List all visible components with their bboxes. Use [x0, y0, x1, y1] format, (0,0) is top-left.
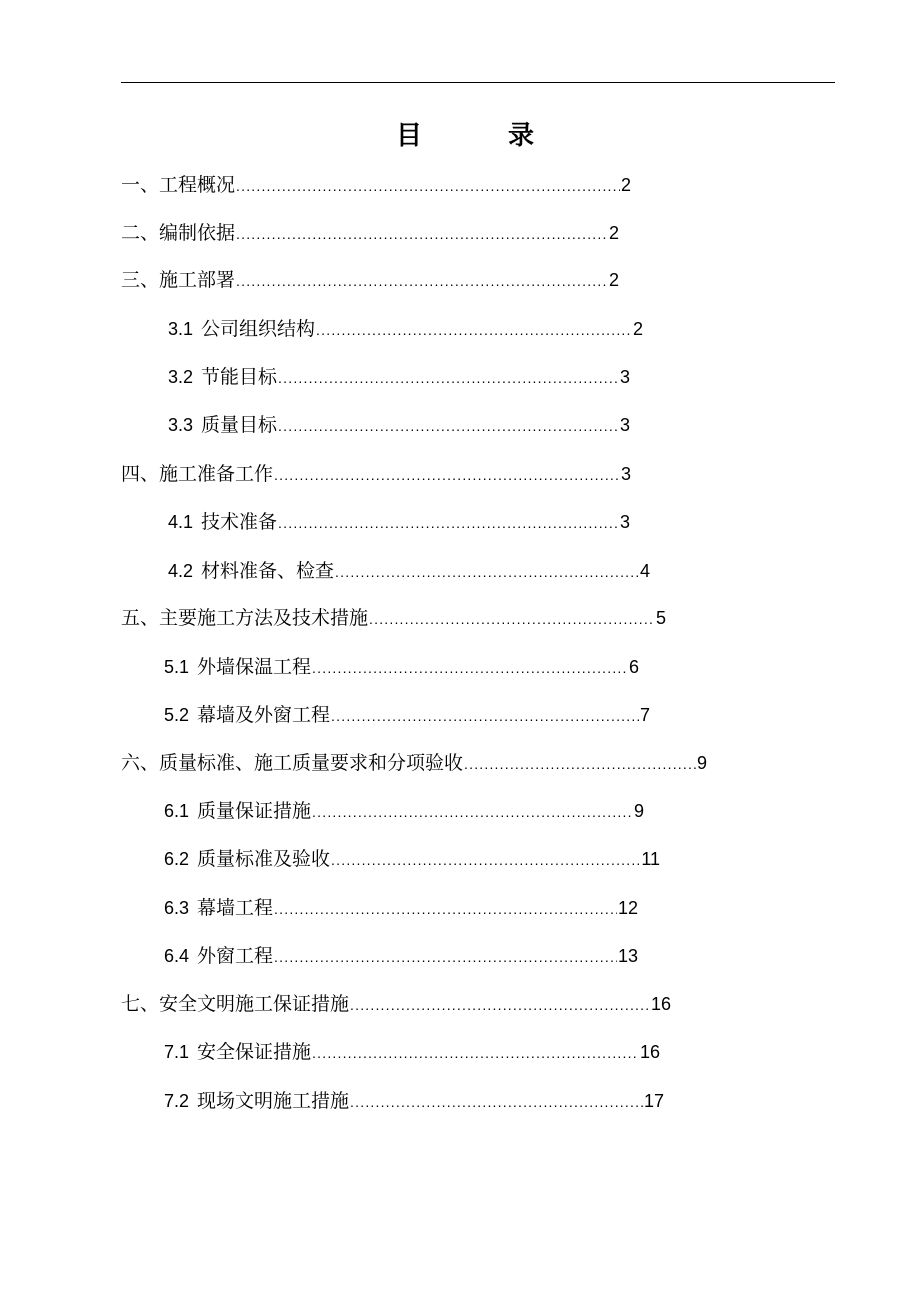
- toc-leader-dots: [335, 558, 639, 585]
- toc-leader-dots: [350, 1088, 643, 1115]
- toc-leader-dots: [369, 605, 655, 632]
- toc-entry-3-2[interactable]: [168, 363, 630, 391]
- toc-leader-dots: [274, 895, 617, 922]
- toc-page-number: 3: [619, 367, 630, 387]
- toc-page-number: 13: [617, 946, 638, 966]
- toc-leader-dots: [274, 943, 617, 970]
- toc-leader-dots: [312, 798, 633, 825]
- toc-leader-dots: [331, 702, 639, 729]
- toc-page-number: 2: [608, 223, 619, 243]
- toc-entry-label: 七、安全文明施工保证措施: [121, 993, 350, 1015]
- toc-section-number: 6.3: [164, 898, 190, 918]
- toc-page-number: 6: [628, 657, 639, 677]
- toc-entry-7[interactable]: [121, 990, 671, 1018]
- toc-entry-1[interactable]: [121, 171, 631, 199]
- toc-entry-label: 一、工程概况: [121, 174, 236, 196]
- toc-page-number: 3: [620, 464, 631, 484]
- toc-entry-label: 幕墙工程: [197, 897, 274, 919]
- toc-entry-label: 质量保证措施: [197, 800, 312, 822]
- toc-leader-dots: [316, 316, 632, 343]
- toc-section-number: 6.4: [164, 946, 190, 966]
- toc-entry-label: 三、施工部署: [121, 269, 236, 291]
- toc-leader-dots: [350, 991, 650, 1018]
- toc-entry-4-2[interactable]: [168, 557, 650, 585]
- toc-page-number: 9: [696, 753, 707, 773]
- toc-entry-7-2[interactable]: [164, 1087, 664, 1115]
- toc-page-number: 17: [643, 1091, 664, 1111]
- toc-entry-label: 技术准备: [201, 511, 278, 533]
- toc-section-number: 5.2: [164, 705, 190, 725]
- toc-section-number: 7.2: [164, 1091, 190, 1111]
- toc-leader-dots: [331, 846, 640, 873]
- toc-section-number: 3.2: [168, 367, 194, 387]
- toc-entry-label: 材料准备、检查: [201, 560, 335, 582]
- toc-entry-5-1[interactable]: [164, 653, 639, 681]
- toc-leader-dots: [278, 412, 619, 439]
- toc-entry-label: 安全保证措施: [197, 1041, 312, 1063]
- toc-entry-6-1[interactable]: [164, 797, 644, 825]
- toc-page-number: 2: [620, 175, 631, 195]
- toc-entry-label: 质量标准及验收: [197, 848, 331, 870]
- toc-page-number: 5: [655, 608, 666, 628]
- toc-section-number: 3.1: [168, 319, 194, 339]
- toc-page-number: 2: [608, 270, 619, 290]
- toc-entry-label: 五、主要施工方法及技术措施: [121, 607, 369, 629]
- toc-page-number: 11: [641, 849, 660, 869]
- toc-entry-label: 公司组织结构: [201, 318, 316, 340]
- toc-entry-label: 现场文明施工措施: [197, 1090, 350, 1112]
- toc-entry-label: 外墙保温工程: [197, 656, 312, 678]
- toc-entry-6-4[interactable]: [164, 942, 638, 970]
- toc-page-number: 16: [639, 1042, 660, 1062]
- toc-entry-3-3[interactable]: [168, 411, 630, 439]
- toc-leader-dots: [236, 172, 620, 199]
- toc-section-number: 6.1: [164, 801, 190, 821]
- toc-section-number: 3.3: [168, 415, 194, 435]
- toc-entry-3[interactable]: [121, 266, 619, 294]
- toc-leader-dots: [278, 364, 619, 391]
- toc-page-number: 7: [639, 705, 650, 725]
- toc-entry-5[interactable]: [121, 604, 666, 632]
- toc-page-number: 4: [639, 561, 650, 581]
- toc-entry-label: 二、编制依据: [121, 222, 236, 244]
- toc-leader-dots: [278, 509, 619, 536]
- toc-page-number: 2: [632, 319, 643, 339]
- toc-entry-label: 幕墙及外窗工程: [197, 704, 331, 726]
- toc-section-number: 5.1: [164, 657, 190, 677]
- toc-entry-label: 六、质量标准、施工质量要求和分项验收: [121, 752, 464, 774]
- toc-section-number: 6.2: [164, 849, 190, 869]
- toc-leader-dots: [274, 461, 620, 488]
- toc-entry-label: 四、施工准备工作: [121, 463, 274, 485]
- toc-page-number: 3: [619, 415, 630, 435]
- toc-section-number: 7.1: [164, 1042, 190, 1062]
- toc-entry-3-1[interactable]: [168, 315, 643, 343]
- toc-entry-6-3[interactable]: [164, 894, 638, 922]
- toc-page-number: 16: [650, 994, 671, 1014]
- toc-entry-2[interactable]: [121, 219, 619, 247]
- toc-leader-dots: [236, 267, 608, 294]
- toc-leader-dots: [236, 220, 608, 247]
- toc-entry-4-1[interactable]: [168, 508, 630, 536]
- toc-leader-dots: [312, 1039, 639, 1066]
- toc-entry-6-2[interactable]: [164, 845, 660, 873]
- toc-page-number: 12: [617, 898, 638, 918]
- toc-section-number: 4.2: [168, 561, 194, 581]
- toc-section-number: 4.1: [168, 512, 194, 532]
- toc-entry-6[interactable]: [121, 749, 707, 777]
- toc-entry-label: 节能目标: [201, 366, 278, 388]
- toc-page-number: 9: [633, 801, 644, 821]
- toc-entry-4[interactable]: [121, 460, 631, 488]
- toc-entry-label: 质量目标: [201, 414, 278, 436]
- toc-page-number: 3: [619, 512, 630, 532]
- toc-title: 目 录: [395, 121, 564, 151]
- toc-entry-label: 外窗工程: [197, 945, 274, 967]
- toc-leader-dots: [312, 654, 628, 681]
- toc-entry-7-1[interactable]: [164, 1038, 660, 1066]
- toc-leader-dots: [464, 750, 696, 777]
- toc-entry-5-2[interactable]: [164, 701, 650, 729]
